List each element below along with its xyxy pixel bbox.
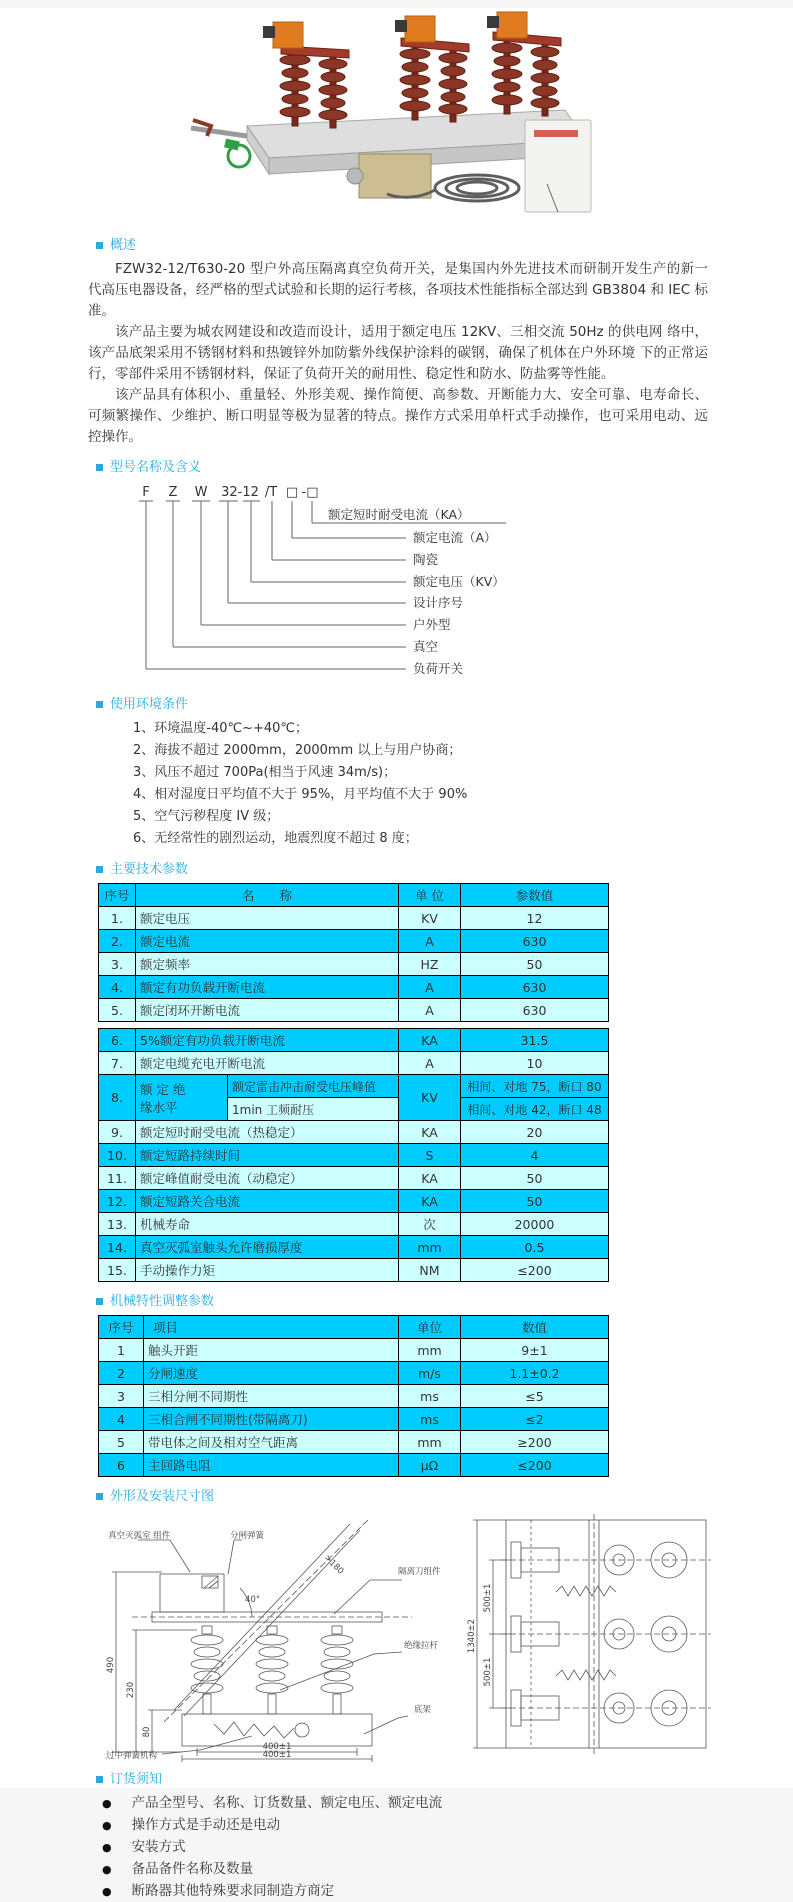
model-symbol-t: /T xyxy=(264,485,278,500)
cell-value: 20000 xyxy=(461,1213,609,1236)
cell-value: 相间、对地 75，断口 80 xyxy=(461,1075,609,1098)
cell-value: 1.1±0.2 xyxy=(461,1362,609,1385)
ordering-item xyxy=(88,1815,708,1836)
header-name: 项目 xyxy=(144,1316,399,1339)
model-symbol-w: W xyxy=(194,485,208,500)
cell-name: 额定短时耐受电流（热稳定） xyxy=(136,1121,399,1144)
ordering-item-text: 操作方式是手动还是电动 xyxy=(131,1817,281,1833)
dim-diagonal: >180 xyxy=(321,1553,346,1577)
dim-400a: 400±1 xyxy=(262,1742,292,1752)
table-row xyxy=(99,1052,609,1075)
cell-name: 额定短路持续时间 xyxy=(136,1144,399,1167)
cell-name: 额定电缆充电开断电流 xyxy=(136,1052,399,1075)
mech-table xyxy=(98,1315,609,1477)
model-symbol-f: F xyxy=(142,485,150,500)
cell-name: 三相分闸不同期性 xyxy=(144,1385,399,1408)
cell-unit: ms xyxy=(399,1385,461,1408)
table-row xyxy=(99,1144,609,1167)
cell-value: 50 xyxy=(461,1167,609,1190)
cell-unit: NM xyxy=(399,1259,461,1282)
cell-num: 6 xyxy=(99,1454,144,1477)
header-value: 数值 xyxy=(461,1316,609,1339)
dim-230: 230 xyxy=(126,1681,136,1699)
cell-num: 10. xyxy=(99,1144,136,1167)
dim-1340: 1340±2 xyxy=(467,1618,477,1654)
section-bullet-icon xyxy=(96,701,103,708)
section-bullet-icon xyxy=(96,242,103,249)
section-title-ordering xyxy=(96,1772,708,1787)
bullet-icon: ● xyxy=(102,1819,112,1832)
cell-value: 相间、对地 42，断口 48 xyxy=(461,1098,609,1121)
dim-500a: 500±1 xyxy=(483,1583,493,1613)
cell-name: 额定电流 xyxy=(136,930,399,953)
ordering-item xyxy=(88,1837,708,1858)
section-title-params xyxy=(96,862,708,877)
cell-unit: S xyxy=(399,1144,461,1167)
cell-num: 3 xyxy=(99,1385,144,1408)
cell-unit: A xyxy=(399,1052,461,1075)
cell-unit: 次 xyxy=(399,1213,461,1236)
drawing-label-opening-spring: 分闸弹簧 xyxy=(230,1531,265,1541)
overview-paragraph-3: 该产品具有体积小、重量轻、外形美观、操作简便、高参数、开断能力大、安全可靠、电寿命长、可频繁操作、少维护、断口明显等极为显著的特点。操作方式采用单杆式手动操作，也可采用电动、远控操作。 xyxy=(88,387,708,445)
cell-name: 额定短路关合电流 xyxy=(136,1190,399,1213)
table-row xyxy=(99,1190,609,1213)
table-row xyxy=(99,1431,609,1454)
bullet-icon: ● xyxy=(102,1841,112,1854)
cell-unit: mm xyxy=(399,1339,461,1362)
ordering-item-text: 产品全型号、名称、订货数量、额定电压、额定电流 xyxy=(131,1795,443,1811)
section-title-model xyxy=(96,460,708,475)
table-row xyxy=(99,1167,609,1190)
header-value: 参数值 xyxy=(461,884,609,907)
drawing-label-overcenter-spring: 过中弹簧机构 xyxy=(106,1751,158,1761)
model-symbol-box2: -□ xyxy=(301,485,319,500)
cell-num: 4. xyxy=(99,976,136,999)
table-row xyxy=(99,999,609,1022)
cell-name: 额定电压 xyxy=(136,907,399,930)
header-unit: 单位 xyxy=(399,1316,461,1339)
cell-value: ≤200 xyxy=(461,1454,609,1477)
cell-value: 10 xyxy=(461,1052,609,1075)
section-title-overview xyxy=(96,238,708,253)
section-title-text: 概述 xyxy=(110,238,137,253)
model-label-ceramic: 陶瓷 xyxy=(413,552,439,567)
cell-num: 13. xyxy=(99,1213,136,1236)
table-row xyxy=(99,1385,609,1408)
cell-value: ≤2 xyxy=(461,1408,609,1431)
cell-value: 630 xyxy=(461,976,609,999)
params-header-row xyxy=(99,884,609,907)
mech-header-row xyxy=(99,1316,609,1339)
header-unit: 单 位 xyxy=(399,884,461,907)
cell-name: 手动操作力矩 xyxy=(136,1259,399,1282)
cell-value: 20 xyxy=(461,1121,609,1144)
cell-num: 3. xyxy=(99,953,136,976)
cell-unit: m/s xyxy=(399,1362,461,1385)
dim-angle-40: 40° xyxy=(245,1595,261,1605)
cell-name: 额定峰值耐受电流（动稳定） xyxy=(136,1167,399,1190)
front-view-drawing xyxy=(461,1510,723,1760)
cell-num: 5 xyxy=(99,1431,144,1454)
table-row xyxy=(99,1408,609,1431)
cell-num: 4 xyxy=(99,1408,144,1431)
cell-name: 触头开距 xyxy=(144,1339,399,1362)
cell-num: 6. xyxy=(99,1029,136,1052)
params-table-block1 xyxy=(98,883,609,1022)
overview-paragraph-2: 该产品主要为城农网建设和改造而设计，适用于额定电压 12KV、三相交流 50Hz 的供电网 络中，该产品底架采用不锈钢材料和热镀锌外加防紫外线保护涂料的碳钢，确保了机体在户外环境 下的正常运行，零部件采用不锈钢材料，保证了负荷开关的耐用性、稳定性和防水、防盐雾等性能。 xyxy=(88,324,708,382)
cell-name: 额定频率 xyxy=(136,953,399,976)
env-condition-2: 2、海拔不超过 2000mm，2000mm 以上与用户协商； xyxy=(133,743,462,758)
cell-unit: mm xyxy=(399,1431,461,1454)
cell-unit: ms xyxy=(399,1408,461,1431)
table-row xyxy=(99,1213,609,1236)
cell-unit: A xyxy=(399,930,461,953)
ordering-item-text: 安装方式 xyxy=(131,1839,186,1855)
model-designation-diagram xyxy=(88,481,708,681)
model-label-short-time-current: 额定短时耐受电流（KA） xyxy=(328,507,470,522)
ordering-item-text: 备品备件名称及数量 xyxy=(131,1861,254,1877)
cell-value: 630 xyxy=(461,999,609,1022)
cell-unit: KV xyxy=(399,1075,461,1121)
env-condition-3: 3、风压不超过 700Pa(相当于风速 34m/s)； xyxy=(133,765,397,780)
cell-unit: A xyxy=(399,976,461,999)
cell-num: 1 xyxy=(99,1339,144,1362)
cell-value: 31.5 xyxy=(461,1029,609,1052)
product-photo xyxy=(177,8,617,210)
table-row xyxy=(99,907,609,930)
section-bullet-icon xyxy=(96,1776,103,1783)
cell-sub-name: 额定雷击冲击耐受电压峰值 xyxy=(228,1075,399,1098)
table-row xyxy=(99,930,609,953)
params-table-block2 xyxy=(98,1028,609,1282)
cell-num: 5. xyxy=(99,999,136,1022)
cell-value: 4 xyxy=(461,1144,609,1167)
model-label-rated-current: 额定电流（A） xyxy=(413,530,497,545)
table-row xyxy=(99,1362,609,1385)
drawing-label-insulating-rod: 绝缘拉杆 xyxy=(404,1641,439,1651)
drawing-label-isolating-knife: 隔离刀组件 xyxy=(398,1567,441,1577)
section-title-drawing xyxy=(96,1489,708,1504)
cell-unit: A xyxy=(399,999,461,1022)
section-bullet-icon xyxy=(96,866,103,873)
dim-80: 80 xyxy=(142,1726,152,1738)
section-title-text: 外形及安装尺寸图 xyxy=(110,1489,215,1504)
model-label-vacuum: 真空 xyxy=(413,639,439,654)
cell-name: 分闸速度 xyxy=(144,1362,399,1385)
cell-unit: KV xyxy=(399,907,461,930)
table-row xyxy=(99,1236,609,1259)
cell-num: 15. xyxy=(99,1259,136,1282)
cell-value: ≤200 xyxy=(461,1259,609,1282)
product-photo-illustration xyxy=(177,8,617,206)
bullet-icon: ● xyxy=(102,1797,112,1810)
cell-name: 5%额定有功负载开断电流 xyxy=(136,1029,399,1052)
cell-num: 11. xyxy=(99,1167,136,1190)
cell-insulation-name xyxy=(136,1075,228,1121)
cell-num: 7. xyxy=(99,1052,136,1075)
cell-value: 9±1 xyxy=(461,1339,609,1362)
cell-name: 主回路电阻 xyxy=(144,1454,399,1477)
env-condition-4: 4、相对湿度日平均值不大于 95%，月平均值不大于 90% xyxy=(133,787,468,802)
model-label-design-serial: 设计序号 xyxy=(413,595,464,610)
cell-value: 12 xyxy=(461,907,609,930)
cell-name: 机械寿命 xyxy=(136,1213,399,1236)
insulation-name-line1: 额 定 绝 xyxy=(140,1081,186,1097)
cell-unit: KA xyxy=(399,1029,461,1052)
model-label-load-switch: 负荷开关 xyxy=(413,661,464,676)
header-name: 名 称 xyxy=(136,884,399,907)
section-title-text: 使用环境条件 xyxy=(110,697,189,712)
cell-unit: KA xyxy=(399,1121,461,1144)
table-row-insulation-level xyxy=(99,1075,609,1098)
model-label-outdoor-type: 户外型 xyxy=(413,617,451,632)
cell-num: 2. xyxy=(99,930,136,953)
product-spec-page xyxy=(0,8,793,1899)
dim-490: 490 xyxy=(106,1656,116,1674)
drawing-label-vacuum-interrupter: 真空灭弧室 组件 xyxy=(108,1531,171,1541)
cell-unit: μΩ xyxy=(399,1454,461,1477)
cell-unit: KA xyxy=(399,1167,461,1190)
overview-paragraph-1: FZW32-12/T630-20 型户外高压隔离真空负荷开关，是集国内外先进技术而研制开发生产的新一代高压电器设备，经严格的型式试验和长期的运行考核，各项技术性能指标全部达到 GB3804 和 IEC 标准。 xyxy=(88,261,708,319)
env-condition-5: 5、空气污秽程度 IV 级； xyxy=(133,809,280,824)
cell-name: 额定闭环开断电流 xyxy=(136,999,399,1022)
dim-500b: 500±1 xyxy=(483,1657,493,1687)
cell-num: 9. xyxy=(99,1121,136,1144)
ordering-item xyxy=(88,1859,708,1880)
cell-num: 2 xyxy=(99,1362,144,1385)
env-condition-1: 1、环境温度-40℃~+40℃； xyxy=(133,721,309,736)
drawing-label-base-frame: 底架 xyxy=(414,1705,432,1715)
cell-name: 额定有功负载开断电流 xyxy=(136,976,399,999)
table-row xyxy=(99,1029,609,1052)
cell-value: ≥200 xyxy=(461,1431,609,1454)
cell-unit: KA xyxy=(399,1190,461,1213)
cell-num: 12. xyxy=(99,1190,136,1213)
insulation-name-line2: 缘水平 xyxy=(140,1099,178,1115)
table-row xyxy=(99,976,609,999)
section-title-mech xyxy=(96,1294,708,1309)
cell-value: ≤5 xyxy=(461,1385,609,1408)
section-title-text: 机械特性调整参数 xyxy=(110,1294,215,1309)
table-row xyxy=(99,1339,609,1362)
cell-unit: HZ xyxy=(399,953,461,976)
ordering-item xyxy=(88,1793,708,1814)
env-condition-6: 6、无经常性的剧烈运动，地震烈度不超过 8 度； xyxy=(133,831,418,846)
cell-name: 真空灭弧室触头允许磨损厚度 xyxy=(136,1236,399,1259)
model-symbol-box1: □ xyxy=(285,485,299,500)
cell-unit: mm xyxy=(399,1236,461,1259)
section-title-text: 型号名称及含义 xyxy=(110,460,202,475)
section-bullet-icon xyxy=(96,1493,103,1500)
section-title-text: 主要技术参数 xyxy=(110,862,189,877)
cell-num: 1. xyxy=(99,907,136,930)
header-num: 序号 xyxy=(99,884,136,907)
cell-num: 14. xyxy=(99,1236,136,1259)
table-row xyxy=(99,953,609,976)
cell-value: 50 xyxy=(461,953,609,976)
cell-value: 630 xyxy=(461,930,609,953)
bullet-icon: ● xyxy=(102,1863,112,1876)
dimension-drawings xyxy=(102,1510,708,1760)
cell-num: 8. xyxy=(99,1075,136,1121)
section-title-environment xyxy=(96,697,708,712)
side-view-drawing xyxy=(102,1510,447,1760)
dim-400b: 400±1 xyxy=(262,1750,292,1760)
cell-value: 50 xyxy=(461,1190,609,1213)
model-symbol-z: Z xyxy=(168,485,178,500)
cell-name: 三相合闸不同期性(带隔离刀) xyxy=(144,1408,399,1431)
section-bullet-icon xyxy=(96,464,103,471)
section-title-text: 订货须知 xyxy=(110,1772,163,1787)
model-label-rated-voltage: 额定电压（KV） xyxy=(413,574,505,589)
section-bullet-icon xyxy=(96,1298,103,1305)
ordering-item-text: 断路器其他特殊要求同制造方商定 xyxy=(131,1883,335,1899)
table-row xyxy=(99,1259,609,1282)
cell-value: 0.5 xyxy=(461,1236,609,1259)
bullet-icon: ● xyxy=(102,1885,112,1898)
cell-name: 带电体之间及相对空气距离 xyxy=(144,1431,399,1454)
model-symbol-num: 32-12 xyxy=(221,485,259,500)
ordering-item xyxy=(88,1881,708,1902)
cell-sub-name: 1min 工频耐压 xyxy=(228,1098,399,1121)
table-row xyxy=(99,1121,609,1144)
header-num: 序号 xyxy=(99,1316,144,1339)
table-row xyxy=(99,1454,609,1477)
